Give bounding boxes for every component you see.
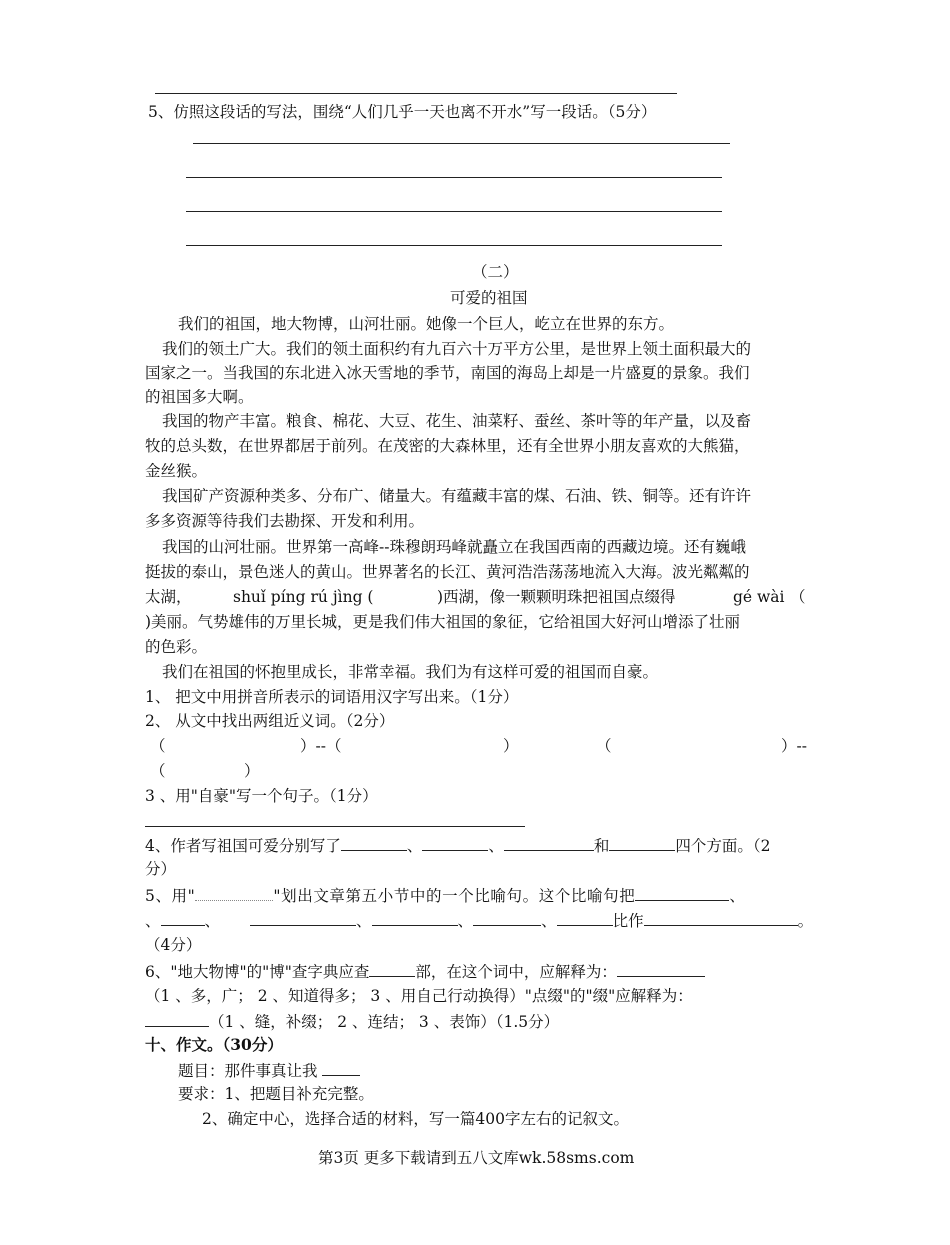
paragraph-2-line-1: 我们的领土广大。我们的领土面积约有九百六十万平方公里，是世界上领土面积最大的: [162, 340, 752, 358]
synonym-paren: （: [150, 737, 166, 755]
paragraph-5-line-2: 挺拔的泰山，景色迷人的黄山。世界著名的长江、黄河浩浩荡荡地流入大海。波光粼粼的: [145, 563, 750, 581]
paragraph-6: 我们在祖国的怀抱里成长，非常幸福。我们为有这样可爱的祖国而自豪。: [162, 663, 659, 681]
synonym-paren: （: [596, 737, 612, 755]
blank[interactable]: [617, 960, 705, 977]
paragraph-5-line-1: 我国的山河壮丽。世界第一高峰--珠穆朗玛峰就矗立在我国西南的西藏边境。还有巍峨: [162, 538, 746, 556]
paragraph-5-line-4: )美丽。气势雄伟的万里长城，更是我们伟大祖国的象征，它给祖国大好河山增添了壮丽: [145, 613, 741, 631]
blank[interactable]: [422, 834, 488, 851]
question-4: 4、作者写祖国可爱分别写了 、 、 和 四个方面。（2: [145, 834, 771, 857]
answer-line: [155, 93, 677, 94]
synonym-paren: ）: [244, 762, 260, 780]
blank[interactable]: [557, 909, 613, 926]
paragraph-5-line-5: 的色彩。: [145, 638, 208, 656]
question-6-line-3: （1 、缝，补缀； 2 、连结； 3 、表饰）（1.5分）: [145, 1010, 559, 1033]
question-2: 2、 从文中找出两组近义词。（2分）: [145, 712, 395, 730]
composition-topic: 题目：那件事真让我: [178, 1059, 360, 1082]
paragraph-2-line-3: 的祖国多大啊。: [145, 388, 254, 406]
question-6: 6、"地大物博"的"博"查字典应查 部，在这个词中，应解释为：: [145, 960, 705, 983]
question-5: 5、用" "划出文章第五小节中的一个比喻句。这个比喻句把 、: [145, 884, 745, 907]
synonym-paren: ）: [503, 737, 519, 755]
passage-title: 可爱的祖国: [450, 289, 528, 307]
blank[interactable]: [369, 960, 415, 977]
question-5-imitate: 5、仿照这段话的写法，围绕“人们几乎一天也离不开水”写一段话。（5分）: [148, 103, 657, 121]
blank[interactable]: [161, 909, 205, 926]
paragraph-4-line-2: 多多资源等待我们去勘探、开发和利用。: [145, 512, 425, 530]
question-4-cont: 分）: [145, 860, 177, 878]
answer-line: [145, 826, 525, 827]
blank[interactable]: [504, 834, 594, 851]
paragraph-1: 我们的祖国，地大物博，山河壮丽。她像一个巨人，屹立在世界的东方。: [178, 315, 675, 333]
paragraph-5-line-3a: 太湖，: [145, 588, 192, 606]
blank[interactable]: [145, 1010, 209, 1027]
paragraph-2-line-2: 国家之一。当我国的东北进入冰天雪地的季节，南国的海岛上却是一片盛夏的景象。我们: [145, 364, 750, 382]
blank[interactable]: [644, 909, 798, 926]
section-number: （二）: [472, 263, 519, 281]
blank[interactable]: [473, 909, 541, 926]
paragraph-3-line-3: 金丝猴。: [145, 462, 208, 480]
synonym-paren: ）--: [781, 737, 807, 755]
blank[interactable]: [372, 909, 458, 926]
question-3: 3 、用"自豪"写一个句子。（1分）: [145, 787, 378, 805]
composition-requirement-1: 要求：1、把题目补充完整。: [178, 1085, 374, 1103]
paragraph-3-line-1: 我国的物产丰富。粮食、棉花、大豆、花生、油菜籽、蚕丝、茶叶等的年产量，以及畜: [162, 412, 752, 430]
paragraph-5-line-3e: （: [790, 588, 806, 606]
paragraph-3-line-2: 牧的总头数，在世界都居于前列。在茂密的大森林里，还有全世界小朋友喜欢的大熊猫，: [145, 437, 750, 455]
blank[interactable]: [250, 909, 356, 926]
question-1: 1、 把文中用拼音所表示的词语用汉字写出来。（1分）: [145, 688, 519, 706]
paragraph-4-line-1: 我国矿产资源种类多、分布广、储量大。有蕴藏丰富的煤、石油、铁、铜等。还有许许: [162, 487, 752, 505]
answer-line: [186, 245, 722, 246]
blank[interactable]: [341, 834, 407, 851]
pinyin-shuipingrujing: shuǐ píng rú jìng (: [233, 588, 374, 606]
question-5-line-2: 、 、 、 、 、 比作 。: [145, 909, 813, 932]
answer-line: [186, 177, 722, 178]
answer-line: [193, 143, 730, 144]
blank[interactable]: [635, 884, 729, 901]
synonym-paren: （: [150, 762, 166, 780]
synonym-paren: ）--（: [300, 737, 342, 755]
question-6-line-2: （1 、多，广； 2 、知道得多； 3 、用自己行动换得）"点缀"的"缀"应解释为：: [145, 987, 693, 1005]
wavy-underline-sample: [195, 886, 273, 901]
composition-requirement-2: 2、确定中心，选择合适的材料，写一篇400字左右的记叙文。: [202, 1110, 629, 1128]
pinyin-gewai: gé wài: [733, 588, 785, 606]
answer-line: [186, 211, 722, 212]
blank[interactable]: [609, 834, 675, 851]
page-footer: 第3页 更多下载请到五八文库wk.58sms.com: [318, 1149, 635, 1167]
question-5-score: （4分）: [145, 936, 202, 954]
blank[interactable]: [322, 1059, 360, 1076]
paragraph-5-line-3c: )西湖，像一颗颗明珠把祖国点缀得: [437, 588, 676, 606]
composition-heading: 十、作文。（30分）: [145, 1035, 283, 1054]
